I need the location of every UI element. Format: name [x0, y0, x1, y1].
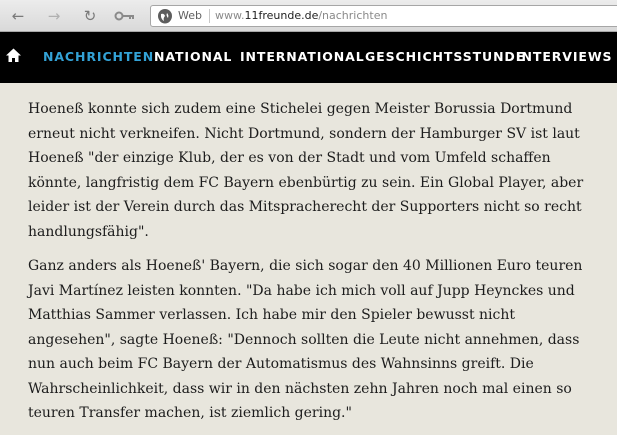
url-path: /nachrichten	[318, 9, 388, 22]
url-text[interactable]	[215, 9, 387, 22]
nav-item-international[interactable]: INTERNATIONAL	[240, 49, 365, 64]
forward-arrow-icon[interactable]: →	[47, 7, 61, 25]
nav-item-nachrichten[interactable]: NACHRICHTEN	[43, 49, 155, 64]
key-icon[interactable]	[113, 7, 137, 25]
article-area	[0, 83, 617, 435]
article-paragraph: Ganz anders als Hoeneß' Bayern, die sich sogar den 40 Millionen Euro teuren Javi Martínez leisten konnten. "Da habe ich mich voll auf Jupp Heynckes und Matthias Sammer verlassen. Ich habe mir den Spieler bewusst nicht angesehen", sagte Hoeneß: "Dennoch sollten die Leute nicht annehmen, dass nun auch beim FC Bayern der Automatismus des Wahnsinns greift. Die Wahrscheinlichkeit, dass wir in den nächsten zehn Jahren noch mal einen so teuren Transfer machen, ist ziemlich gering."	[28, 258, 583, 421]
reload-icon[interactable]: ↻	[83, 7, 97, 25]
nav-item-geschichtsstunde[interactable]: GESCHICHTSSTUNDE	[365, 49, 526, 64]
back-arrow-icon[interactable]: ←	[11, 7, 25, 25]
url-prefix: www.	[215, 9, 245, 22]
nav-item-national[interactable]: NATIONAL	[154, 49, 233, 64]
address-bar[interactable]	[150, 5, 617, 27]
url-domain: 11freunde.de	[244, 9, 319, 22]
home-icon[interactable]	[5, 47, 22, 64]
article-body	[28, 97, 588, 436]
address-divider	[209, 9, 210, 23]
article-paragraph: Hoeneß konnte sich zudem eine Stichelei gegen Meister Borussia Dortmund erneut nicht verkneifen. Nicht Dortmund, sondern der Hamburger SV ist laut Hoeneß "der einzige Klub, der es von der Stadt und vom Umfeld schaffen könnte, langfristig dem FC Bayern ebenbürtig zu sein. Ein Global Player, aber leider ist der Verein durch das Mitspracherecht der Supporters nicht so recht handlungsfähig".	[28, 101, 584, 240]
browser-toolbar	[0, 0, 617, 32]
site-navigation	[0, 32, 617, 83]
globe-icon	[158, 9, 172, 23]
site-identity-label[interactable]: Web	[178, 9, 202, 22]
nav-item-interviews[interactable]: INTERVIEWS	[516, 49, 613, 64]
